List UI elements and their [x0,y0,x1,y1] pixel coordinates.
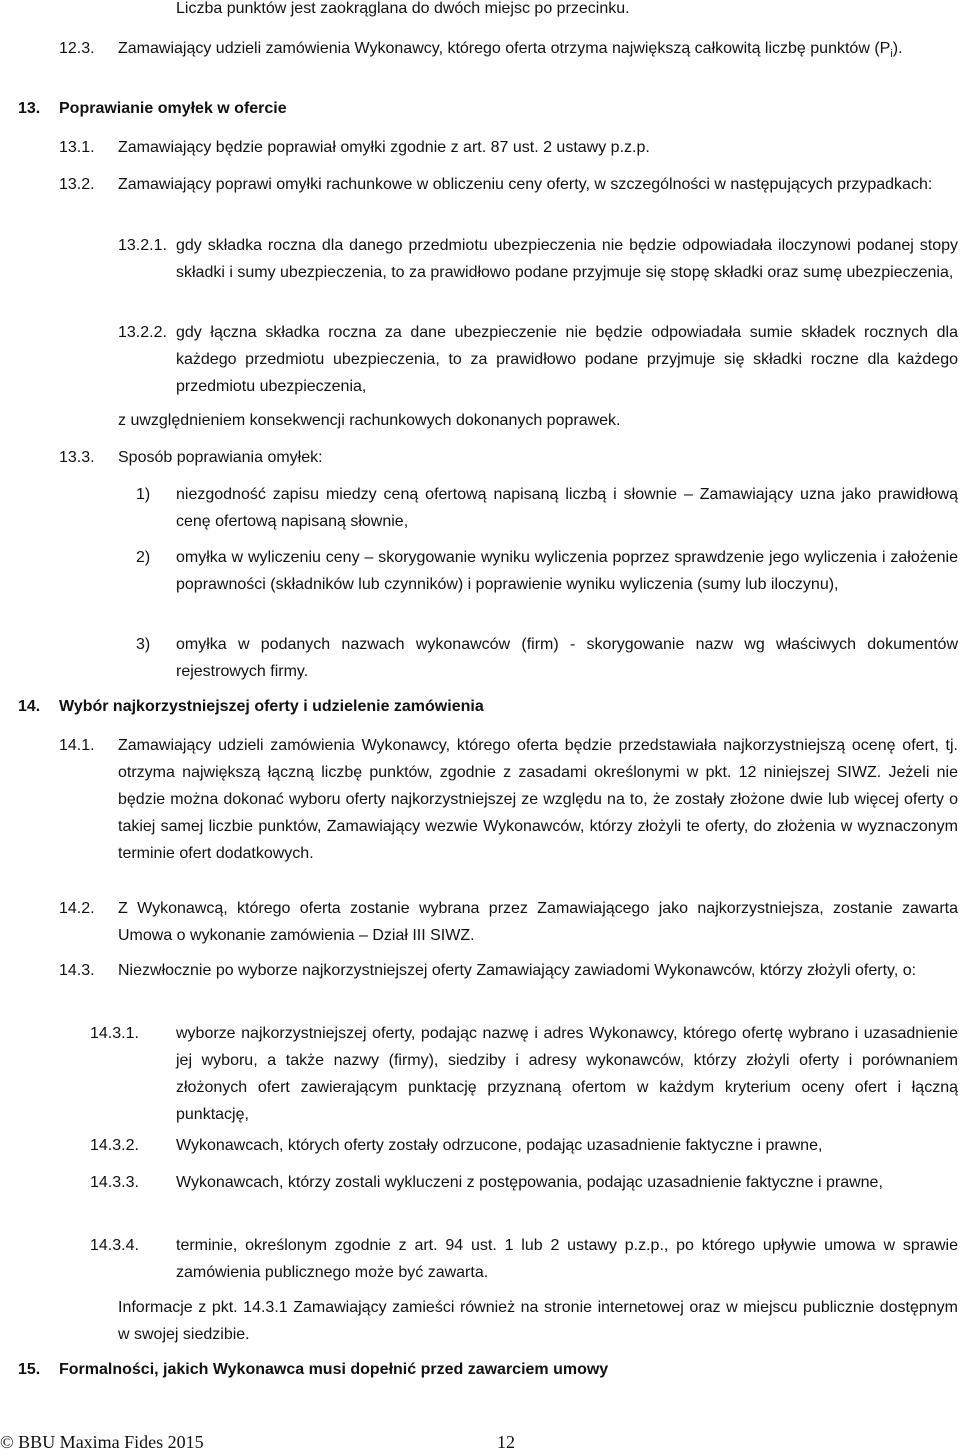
section-number: 14.1. [59,737,95,754]
paragraph-12-3: Zamawiający udzieli zamówienia Wykonawcy, którego oferta otrzyma największą całkowitą liczbę punktów $(P_i)$. [118,40,903,61]
list-item-number: 1) [136,486,151,503]
paragraph-13-2: Zamawiający poprawi omyłki rachunkowe w obliczeniu ceny oferty, w szczególności w następujących przypadkach: [118,176,933,193]
list-item-number: 14.3.4. [90,1237,139,1254]
section-number: 13.3. [59,449,95,466]
page-footer [0,1432,960,1456]
paragraph-13-2-1: gdy składka roczna dla danego przedmiotu ubezpieczenia nie będzie odpowiadała iloczynowi podanej stopy składki i sumy ubezpieczenia, to za prawidłowo podane przyjmuje się stopę składki oraz sumę ubezpieczenia, [176,237,958,281]
section-number: 13.1. [59,139,95,156]
list-item-number: 14.3.2. [90,1137,139,1154]
list-item: omyłka w podanych nazwach wykonawców (firm) - skorygowanie nazw wg właściwych dokumentów rejestrowych firmy. [176,636,958,680]
section-number: 13.2. [59,176,95,193]
paragraph-14-3: Niezwłocznie po wyborze najkorzystniejszej oferty Zamawiający zawiadomi Wykonawców, którzy złożyli oferty, o: [118,962,917,979]
list-item-number: 14.3.3. [90,1174,139,1191]
list-item: Wykonawcach, których oferty zostały odrzucone, podając uzasadnienie faktyczne i prawne, [176,1137,823,1154]
list-item: wyborze najkorzystniejszej oferty, podając nazwę i adres Wykonawcy, którego ofertę wybrano i uzasadnienie jej wyboru, a także nazwy (firmy), siedziby i adresy wykonawców, którzy złożyli oferty i porównaniem złożonych ofert zawierającym punktację przyznaną ofertom w każdym kryterium oceny ofert i łączną punktację, [176,1025,958,1123]
paragraph-note: Informacje z pkt. 14.3.1 Zamawiający zamieści również na stronie internetowej oraz w miejscu publicznie dostępnym w swojej siedzibie. [118,1299,958,1343]
section-heading: Poprawianie omyłek w ofercie [59,100,287,117]
page-number: 12 [497,1432,515,1452]
paragraph-14-2: Z Wykonawcą, którego oferta zostanie wybrana przez Zamawiającego jako najkorzystniejsza, zostanie zawarta Umowa o wykonanie zamówienia – Dział III SIWZ. [118,900,958,944]
section-number: 12.3. [59,40,95,57]
list-item: terminie, określonym zgodnie z art. 94 ust. 1 lub 2 ustawy p.z.p., po którego upływie umowa w sprawie zamówienia publicznego może być zawarta. [176,1237,958,1281]
paragraph-13-2-2: gdy łączna składka roczna za dane ubezpieczenie nie będzie odpowiadała sumie składek rocznych dla każdego przedmiotu ubezpieczenia, to za prawidłowo podane przyjmuje się składki roczne dla każdego przedmiotu ubezpieczenia, [176,324,958,395]
carryover-line: Liczba punktów jest zaokrąglana do dwóch miejsc po przecinku. [176,0,630,17]
section-number: 14. [18,698,41,715]
list-item-number: 2) [136,549,151,566]
paragraph-note: z uwzględnieniem konsekwencji rachunkowych dokonanych poprawek. [118,412,621,429]
section-number: 14.2. [59,900,95,917]
list-item: Wykonawcach, którzy zostali wykluczeni z postępowania, podając uzasadnienie faktyczne i prawne, [176,1174,883,1191]
paragraph-14-1: Zamawiający udzieli zamówienia Wykonawcy, którego oferta będzie przedstawiała najkorzystniejszą ocenę ofert, tj. otrzyma największą łączną liczbę punktów, zgodnie z zasadami określonymi w pkt. 12 niniejszej SIWZ. Jeżeli nie będzie można dokonać wyboru oferty najkorzystniejszej ze względu na to, że zostały złożone dwie lub więcej oferty o takiej samej liczbie punktów, Zamawiający wezwie Wykonawców, którzy złożyli te oferty, do złożenia w wyznaczonym terminie ofert dodatkowych. [118,737,958,862]
footer-copyright: © BBU Maxima Fides 2015 [0,1432,204,1452]
list-item-number: 3) [136,636,151,653]
list-item: omyłka w wyliczeniu ceny – skorygowanie wyniku wyliczenia poprzez sprawdzenie jego wyliczenia i założenie poprawności (składników lub czynników) i poprawienie wyniku wyliczenia (sumy lub iloczynu), [176,549,958,593]
section-number: 13.2.2. [118,324,167,341]
section-number: 13. [18,100,41,117]
section-number: 13.2.1. [118,237,167,254]
list-item: niezgodność zapisu miedzy ceną ofertową napisaną liczbą i słownie – Zamawiający uzna jako prawidłową cenę ofertową napisaną słownie, [176,486,958,530]
paragraph-13-3: Sposób poprawiania omyłek: [118,449,323,466]
section-number: 14.3. [59,962,95,979]
section-number: 15. [18,1361,41,1378]
list-item-number: 14.3.1. [90,1025,139,1042]
section-heading: Formalności, jakich Wykonawca musi dopełnić przed zawarciem umowy [59,1361,609,1378]
section-heading: Wybór najkorzystniejszej oferty i udzielenie zamówienia [59,698,484,715]
paragraph-13-1: Zamawiający będzie poprawiał omyłki zgodnie z art. 87 ust. 2 ustawy p.z.p. [118,139,650,156]
